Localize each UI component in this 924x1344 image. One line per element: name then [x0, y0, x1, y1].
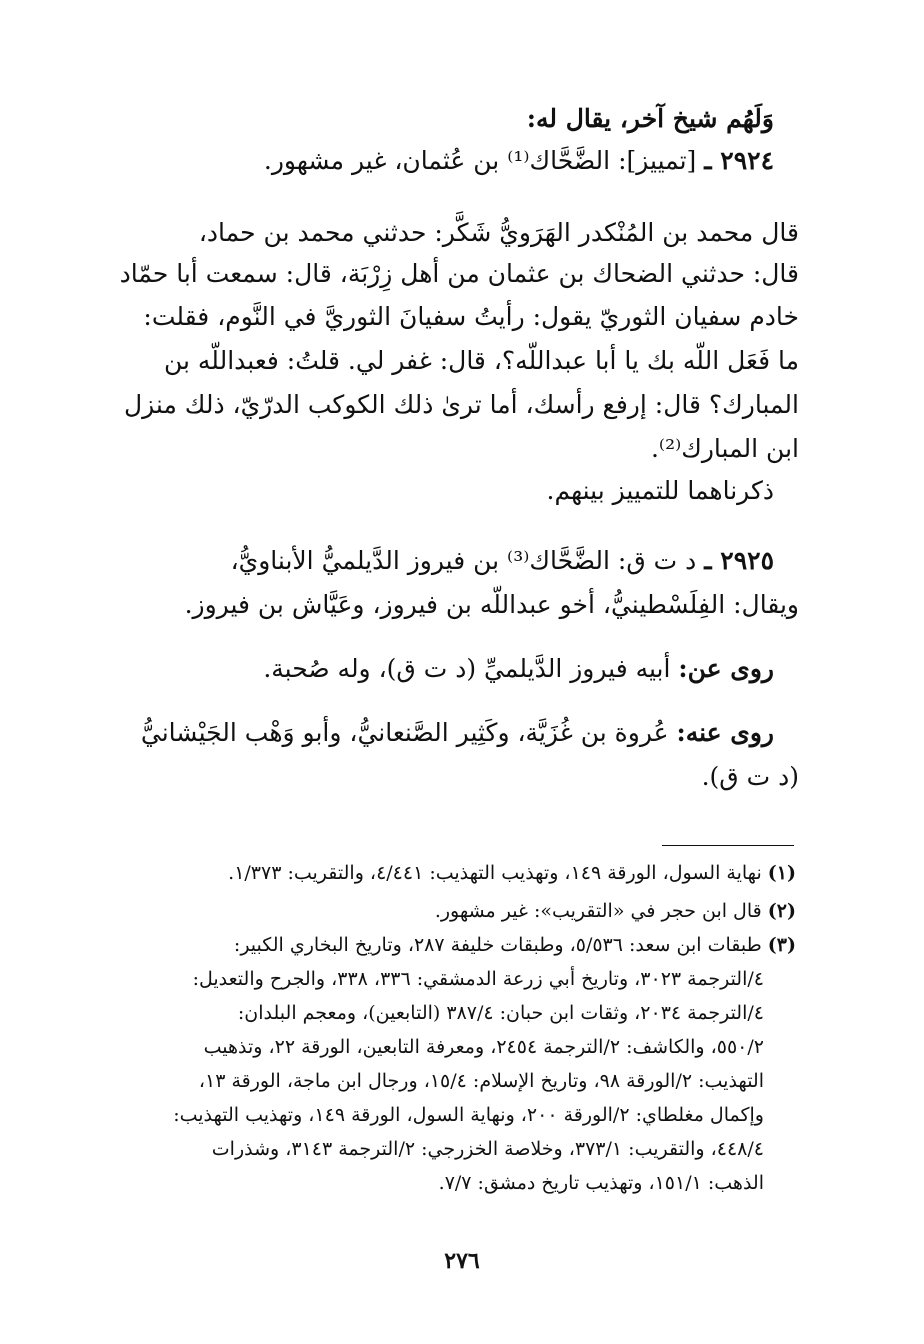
footnote-text: قال ابن حجر في «التقريب»: غير مشهور.: [434, 900, 762, 922]
footnote-text: طبقات ابن سعد: ٥/٥٣٦، وطبقات خليفة ٢٨٧، وتاريخ البخاري الكبير:: [233, 934, 762, 956]
footnote-2: [435, 900, 796, 922]
footnote-number: (٢): [767, 900, 796, 922]
footnote-3-line-6: وإكمال مغلطاي: ٢/الورقة ٢٠٠، ونهاية السول، الورقة ١٤٩، وتهذيب التهذيب:: [173, 1104, 764, 1126]
rawa-an-line: [263, 654, 774, 683]
footnote-3-line-8: الذهب: ١٥١/١، وتهذيب تاريخ دمشق: ٧/٧.: [438, 1172, 764, 1194]
entry-2925-line-2: ويقال: الفِلَسْطينيُّ، أخو عبداللّه بن فيروز، وعَيَّاش بن فيروز.: [184, 590, 799, 619]
footnote-number: (١): [767, 862, 796, 884]
entry-number: ٢٩٢٤ ـ: [704, 146, 774, 175]
entry-2924: [264, 146, 774, 175]
footnote-text: نهاية السول، الورقة ١٤٩، وتهذيب التهذيب: ٤/٤٤١، والتقريب: ١/٣٧٣.: [228, 862, 762, 884]
heading-line: وَلَهُم شيخ آخر، يقال له:: [526, 104, 774, 133]
para-line-3: خادم سفيان الثوريّ يقول: رأيتُ سفيانَ الثوريَّ في النَّوم، فقلت:: [143, 302, 799, 331]
footnote-3-line-3: ٤/الترجمة ٢٠٣٤، وثقات ابن حبان: ٣٨٧/٤ (التابعين)، ومعجم البلدان:: [237, 1002, 764, 1024]
footnote-3-line-7: ٤٤٨/٤، والتقريب: ٣٧٣/١، وخلاصة الخزرجي: ٢/الترجمة ٣١٤٣، وشذرات: [211, 1138, 764, 1160]
tamyiz-line: ذكرناهما للتمييز بينهم.: [546, 476, 774, 505]
para-line-5: المبارك؟ قال: إرفع رأسك، أما ترىٰ ذلك الكوكب الدرّيّ، ذلك منزل: [123, 390, 799, 419]
para-line-4: ما فَعَل اللّه بك يا أبا عبداللّه؟، قال: غفر لي. قلتُ: فعبداللّه بن: [163, 346, 799, 375]
footnote-3-line-4: ٥٥٠/٢، والكاشف: ٢/الترجمة ٢٤٥٤، ومعرفة التابعين، الورقة ٢٢، وتذهيب: [203, 1036, 764, 1058]
rawa-anhu-line: [141, 718, 774, 747]
rawa-anhu-text: عُروة بن غُزَيَّة، وكَثِير الصَّنعانيُّ، وأبو وَهْب الجَيْشانيُّ: [140, 718, 669, 747]
rawa-an-label: روى عن:: [678, 654, 774, 683]
footnote-3-line-2: ٤/الترجمة ٣٠٢٣، وتاريخ أبي زرعة الدمشقي: ٣٣٦، ٣٣٨، والجرح والتعديل:: [192, 968, 764, 990]
entry-text: د ت ق: الضَّحَّاك⁽³⁾ بن فيروز الدَّيلميُّ الأبناويُّ،: [230, 546, 697, 575]
para-line-2: قال: حدثني الضحاك بن عثمان من أهل زِرْبَة، قال: سمعت أبا حمّاد: [119, 259, 799, 288]
page-number: ٢٧٦: [444, 1248, 480, 1274]
footnote-separator: [662, 845, 794, 846]
entry-2925: [231, 546, 774, 575]
rawa-an-text: أبيه فيروز الدَّيلميِّ (د ت ق)، وله صُحبة.: [263, 654, 671, 683]
entry-number: ٢٩٢٥ ـ: [704, 546, 774, 575]
para-line-6: ابن المبارك⁽²⁾.: [650, 434, 799, 463]
footnote-3-line-1: [234, 934, 796, 956]
footnote-3-line-5: التهذيب: ٢/الورقة ٩٨، وتاريخ الإسلام: ١٥/٤، ورجال ابن ماجة، الورقة ١٣،: [198, 1070, 764, 1092]
footnote-number: (٣): [767, 934, 796, 956]
rawa-anhu-label: روى عنه:: [676, 718, 774, 747]
footnote-1: [228, 862, 796, 884]
para-line-1: قال محمد بن المُنْكدر الهَرَويُّ شَكَّر: حدثني محمد بن حماد،: [198, 218, 799, 247]
entry-text: [تمييز]: الضَّحَّاك⁽¹⁾ بن عُثمان، غير مشهور.: [263, 146, 697, 175]
rawa-anhu-end: (د ت ق).: [701, 762, 799, 791]
